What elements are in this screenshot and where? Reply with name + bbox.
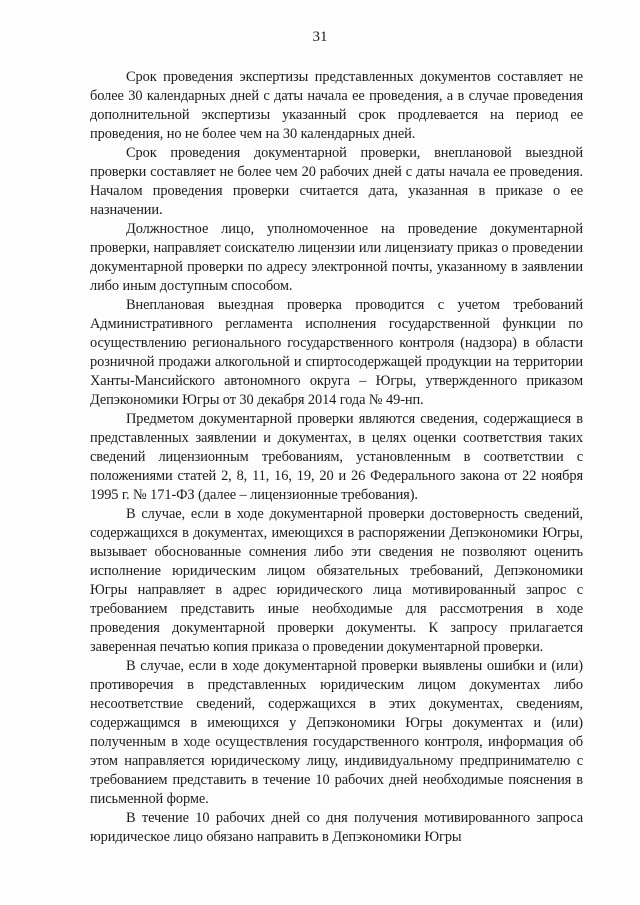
paragraph-inspection-subject: Предметом документарной проверки являются сведения, содержащиеся в представленных заявлении и документах, в целях оценки соответствия таких сведений лицензионным требованиям, установленным в соответствии с положениями статей 2, 8, 11, 16, 19, 20 и 26 Федерального закона от 22 ноября 1995 г. № 171-ФЗ (далее – лицензионные требования). bbox=[90, 411, 583, 503]
paragraph-document-request: В случае, если в ходе документарной проверки достоверность сведений, содержащихся в документах, имеющихся в распоряжении Депэкономики Югры, вызывает обоснованные сомнения либо эти сведения не позволяют оценить исполнение юридическим лицом обязательных требований, Депэкономики Югры направляет в адрес юридического лица мотивированный запрос с требованием представить иные необходимые для рассмотрения в ходе проведения документарной проверки документы. К запросу прилагается заверенная печатью копия приказа о проведении документарной проверки. bbox=[90, 506, 583, 655]
paragraph-review-period: Срок проведения экспертизы представленных документов составляет не более 30 календарных дней с даты начала ее проведения, а в случае проведения дополнительной экспертизы указанный срок продлевается на период ее проведения, но не более чем на 30 календарных дней. bbox=[90, 69, 583, 142]
paragraph-inspection-period: Срок проведения документарной проверки, внеплановой выездной проверки составляет не более чем 20 рабочих дней с даты начала ее проведения. Началом проведения проверки считается дата, указанная в приказе о ее назначении. bbox=[90, 145, 583, 218]
paragraph-field-inspection: Внеплановая выездная проверка проводится с учетом требований Административного регламента исполнения государственной функции по осуществлению регионального государственного контроля (надзора) в области розничной продажи алкогольной и спиртосодержащей продукции на территории Ханты-Мансийского автономного округа – Югры, утвержденного приказом Депэкономики Югры от 30 декабря 2014 года № 49-нп. bbox=[90, 297, 583, 408]
paragraph-response-deadline: В течение 10 рабочих дней со дня получения мотивированного запроса юридическое лицо обязано направить в Депэкономики Югры bbox=[90, 810, 583, 845]
page-number: 31 bbox=[312, 29, 328, 45]
paragraph-order-delivery: Должностное лицо, уполномоченное на проведение документарной проверки, направляет соискателю лицензии или лицензиату приказ о проведении документарной проверки по адресу электронной почты, указанному в заявлении либо иным доступным способом. bbox=[90, 221, 583, 294]
body-text bbox=[90, 68, 583, 847]
paragraph-errors-explanation: В случае, если в ходе документарной проверки выявлены ошибки и (или) противоречия в представленных юридическим лицом документах либо несоответствие сведений, содержащихся в этих документах, сведениям, содержащимся в имеющихся у Депэкономики Югры документах и (или) полученным в ходе осуществления государственного контроля, информация об этом направляется юридическому лицу, индивидуальному предпринимателю с требованием представить в течение 10 рабочих дней необходимые пояснения в письменной форме. bbox=[90, 658, 583, 807]
